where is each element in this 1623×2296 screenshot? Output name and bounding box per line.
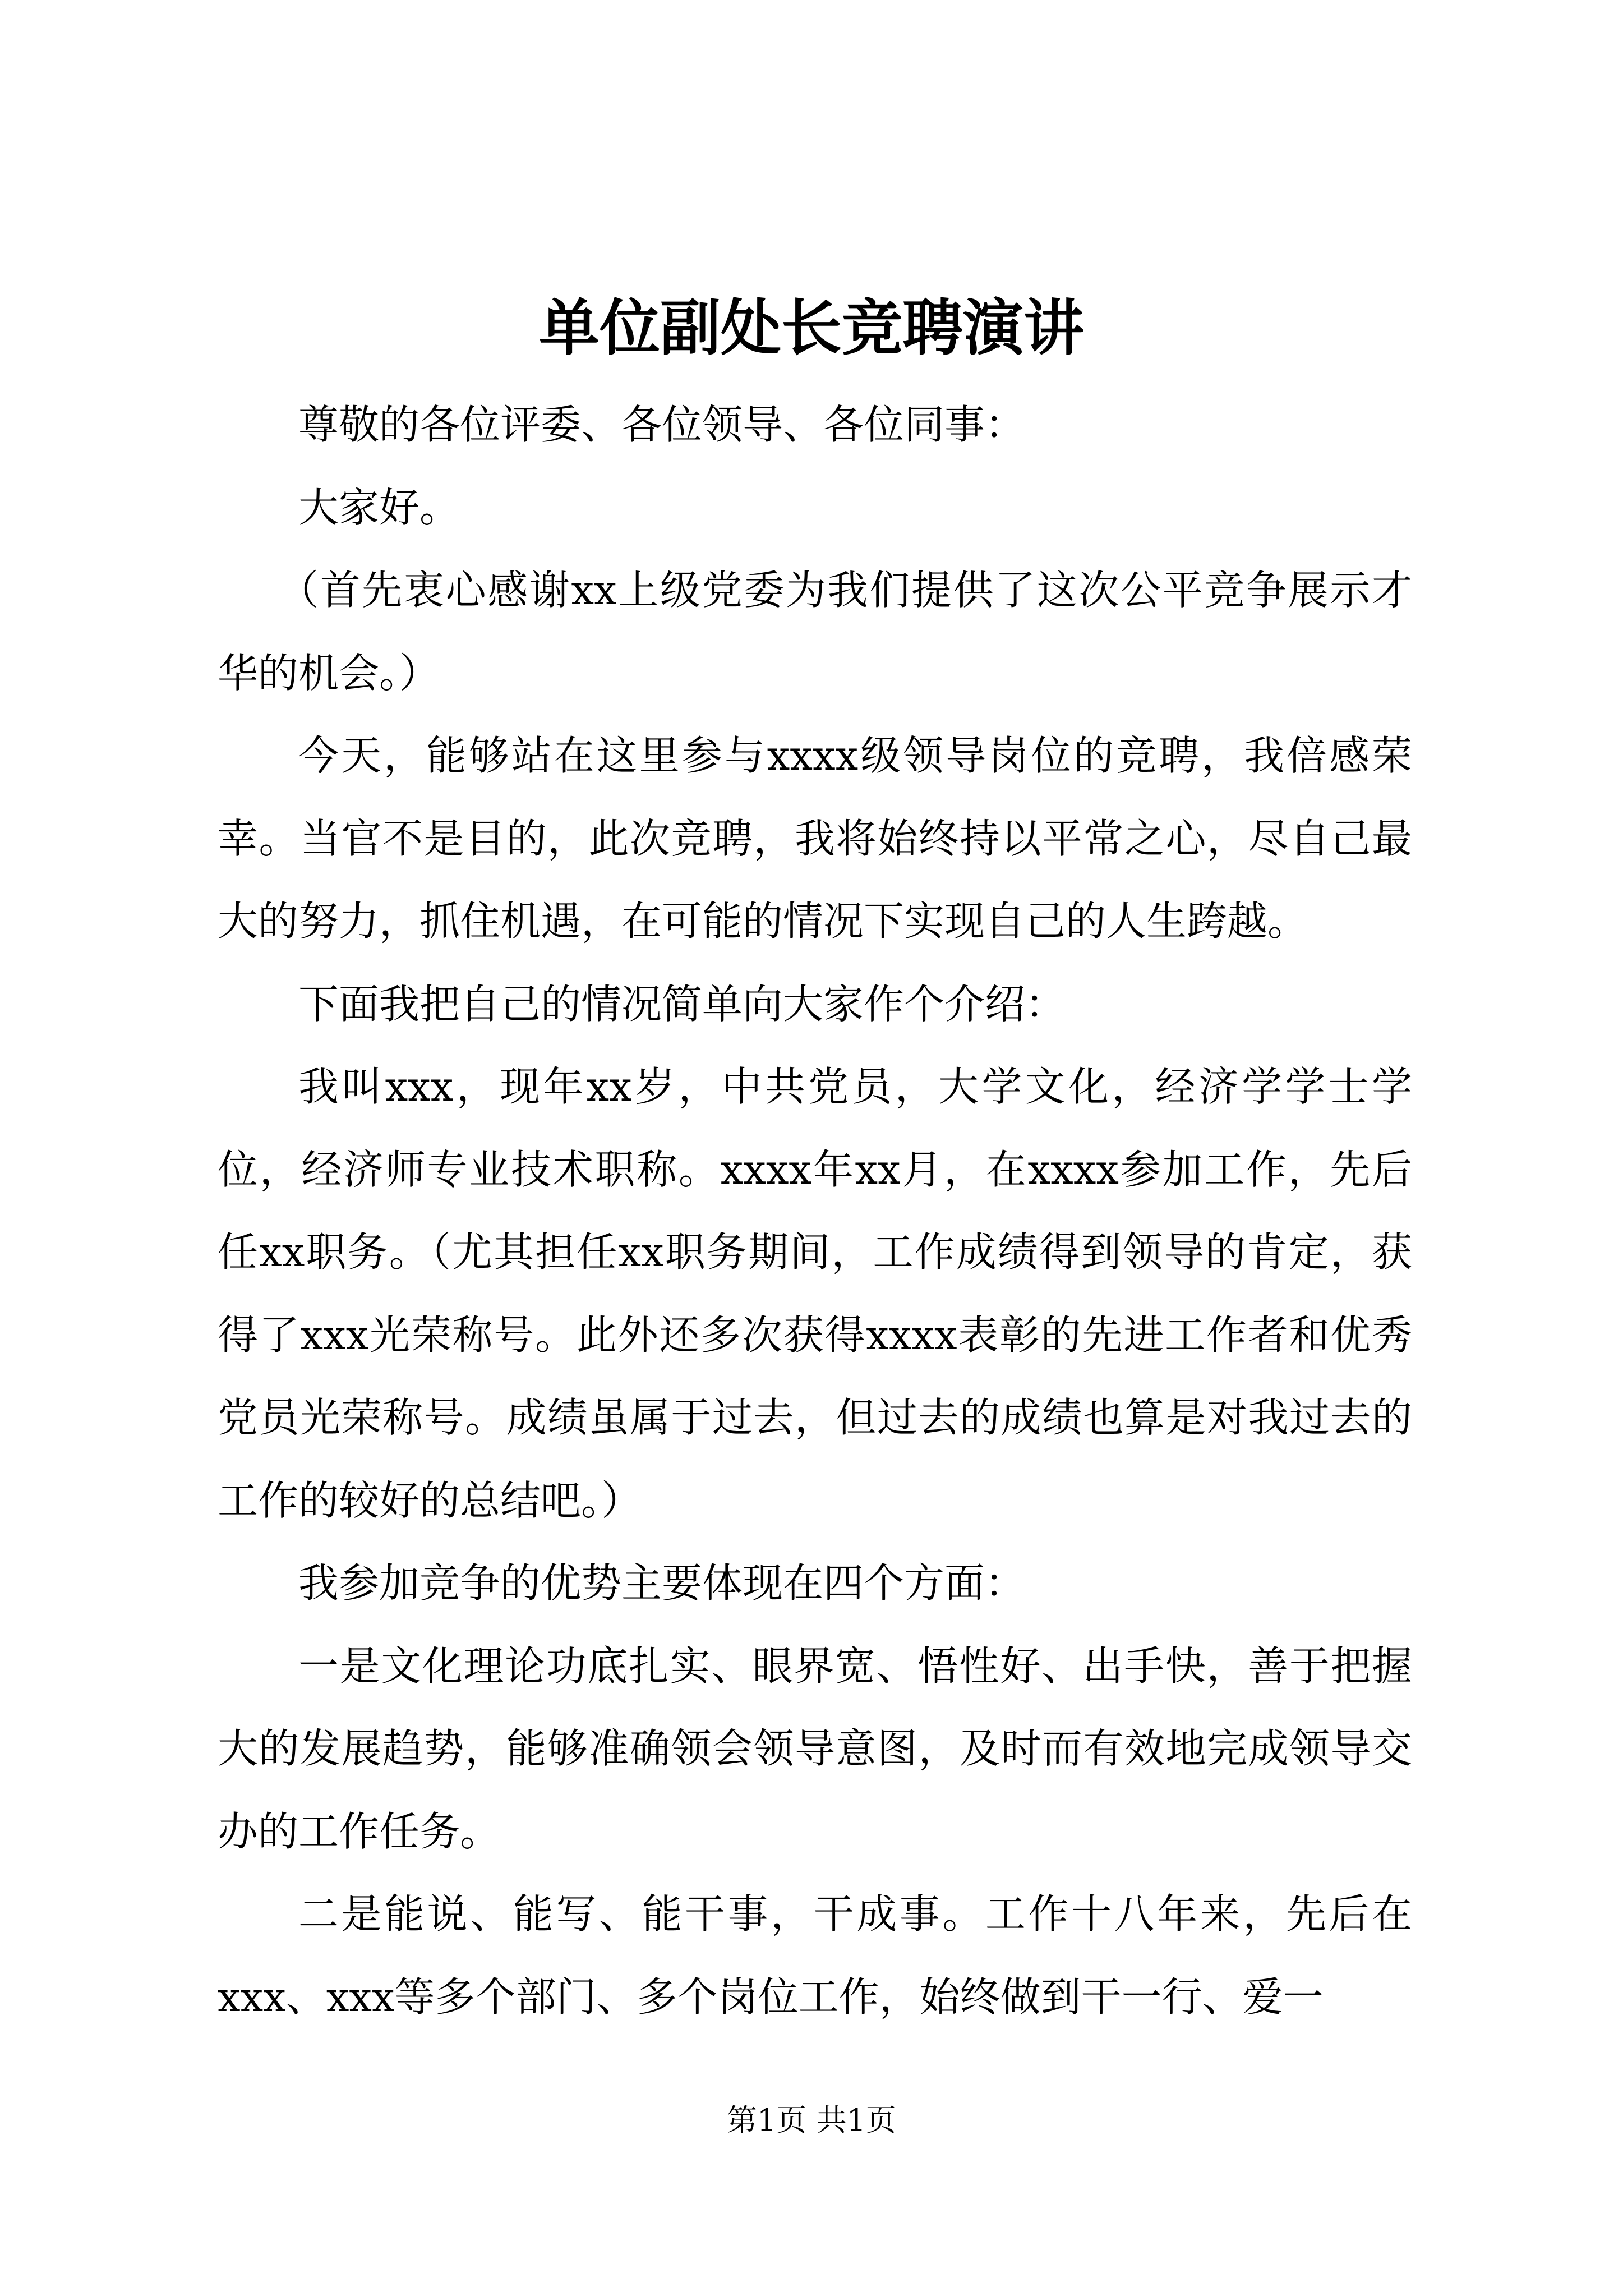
salutation-paragraph: 尊敬的各位评委、各位领导、各位同事： bbox=[298, 401, 1026, 448]
document-body bbox=[218, 384, 1412, 2039]
thanks-paragraph: （首先衷心感谢xx上级党委为我们提供了这次公平竞争展示才华的机会。） bbox=[218, 567, 1412, 697]
advantages-lead-paragraph: 我参加竞争的优势主要体现在四个方面： bbox=[298, 1559, 1026, 1607]
intro-paragraph: 今天，能够站在这里参与xxxx级领导岗位的竞聘，我倍感荣幸。当官不是目的，此次竞聘，我将始终持以平常之心，尽自己最大的努力，抓住机遇，在可能的情况下实现自己的人生跨越。 bbox=[218, 732, 1412, 945]
document-title: 单位副处长竞聘演讲 bbox=[538, 293, 1084, 364]
greeting-paragraph: 大家好。 bbox=[298, 484, 460, 531]
self-intro-lead-paragraph: 下面我把自己的情况简单向大家作个介绍： bbox=[298, 980, 1066, 1028]
advantage-one-paragraph: 一是文化理论功底扎实、眼界宽、悟性好、出手快，善于把握大的发展趋势，能够准确领会领导意图，及时而有效地完成领导交办的工作任务。 bbox=[218, 1642, 1412, 1855]
background-paragraph: 我叫xxx，现年xx岁，中共党员，大学文化，经济学学士学位，经济师专业技术职称。xxxx年xx月，在xxxx参加工作，先后任xx职务。（尤其担任xx职务期间，工作成绩得到领导的肯定，获得了xxx光荣称号。此外还多次获得xxxx表彰的先进工作者和优秀党员光荣称号。成绩虽属于过去，但过去的成绩也算是对我过去的工作的较好的总结吧。） bbox=[218, 1063, 1412, 1524]
page-footer: 第1页 共1页 bbox=[727, 2102, 896, 2138]
advantage-two-paragraph: 二是能说、能写、能干事，干成事。工作十八年来，先后在xxx、xxx等多个部门、多个岗位工作，始终做到干一行、爱一 bbox=[218, 1890, 1412, 2021]
